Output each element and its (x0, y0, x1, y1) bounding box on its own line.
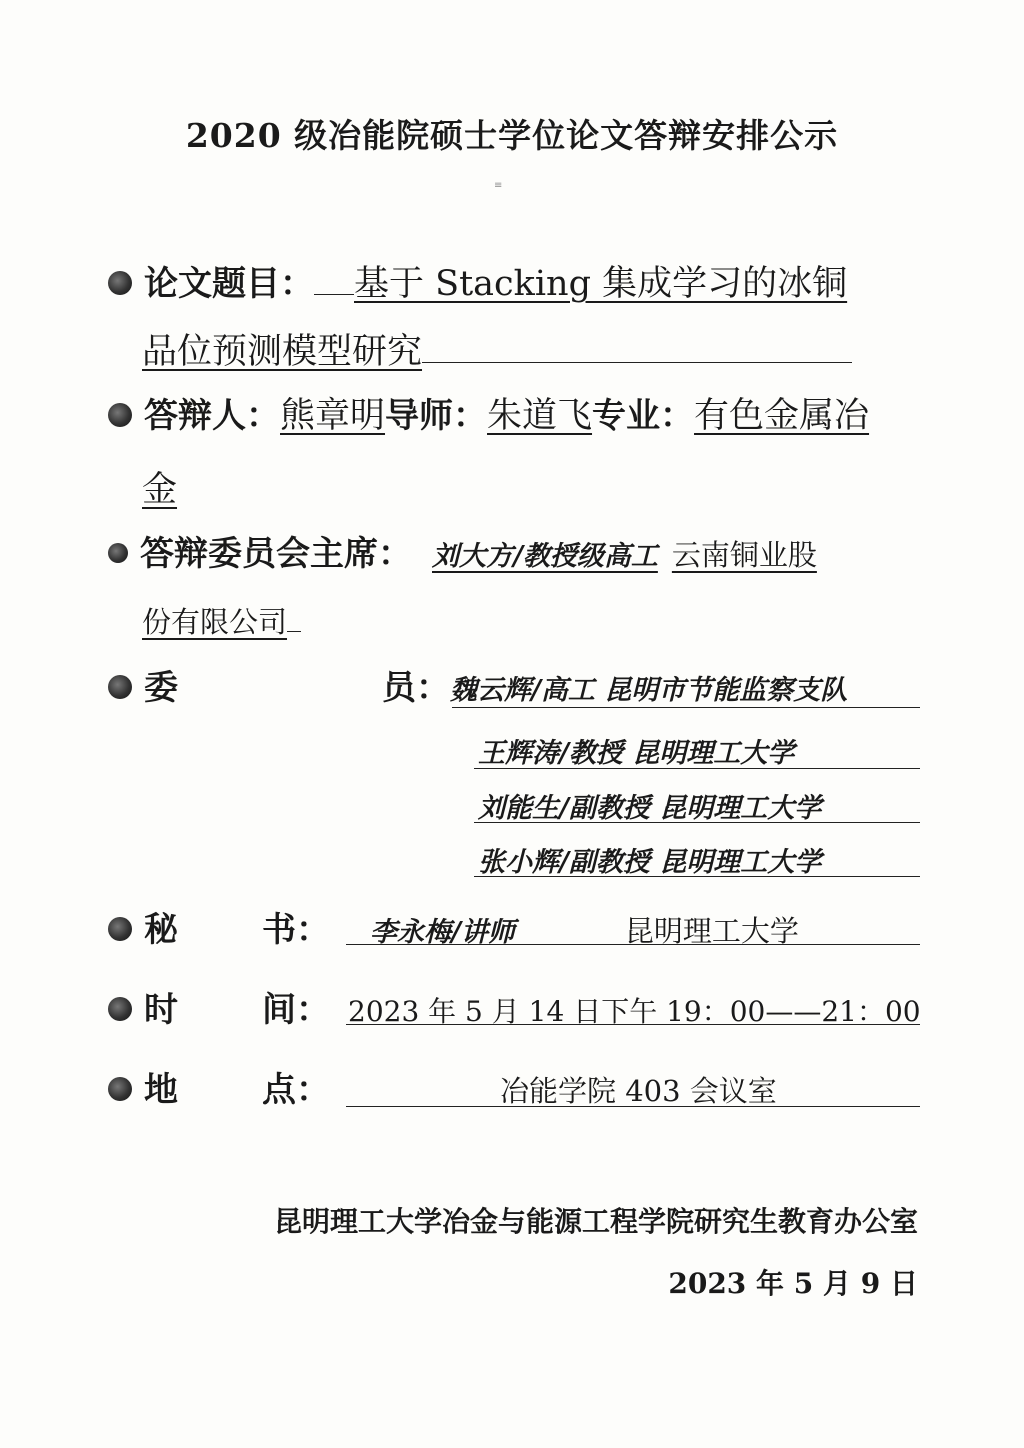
bullet-icon (108, 917, 132, 941)
member-1: 魏云辉/高工 昆明市节能监察支队 (450, 675, 848, 706)
member-4-underline (474, 876, 920, 877)
chair-name: 刘大方/教授级高工 (432, 541, 658, 572)
members-label-b: 员： (382, 668, 450, 708)
chair-org-line1: 云南铜业股 (671, 538, 817, 572)
time-value: 2023 年 5 月 14 日下午 19：00——21：00 (348, 995, 921, 1028)
bullet-icon (108, 271, 132, 295)
place-value: 冶能学院 403 会议室 (500, 1074, 777, 1108)
underline-filler (422, 362, 852, 363)
bullet-icon (108, 1077, 132, 1101)
candidate-label: 答辩人： (144, 396, 280, 436)
chair-org-line2: 份有限公司 (142, 605, 288, 639)
time-label-a: 时 (144, 990, 178, 1030)
underline-spacer (314, 294, 354, 295)
defense-row-2 (142, 460, 954, 520)
time-label-b: 间： (262, 990, 330, 1030)
secretary-label-a: 秘 (144, 910, 178, 950)
place-label-a: 地 (144, 1070, 178, 1110)
bullet-icon (108, 997, 132, 1021)
major-label: 专业： (592, 396, 695, 436)
member-2: 王辉涛/教授 昆明理工大学 (478, 738, 795, 769)
major-line1: 有色金属冶 (694, 396, 870, 436)
members-row (108, 658, 920, 721)
advisor-label: 导师： (385, 396, 488, 436)
underline-filler (287, 631, 301, 632)
place-underline (346, 1106, 920, 1107)
page-title: 2020 级冶能院硕士学位论文答辩安排公示 (185, 116, 839, 155)
member-1-underline (452, 707, 920, 708)
advisor-name: 朱道飞 (487, 396, 593, 436)
time-underline (346, 1024, 920, 1025)
secretary-org: 昆明理工大学 (624, 914, 799, 948)
place-row (108, 1060, 920, 1121)
bullet-icon (108, 675, 132, 699)
member-4: 张小辉/副教授 昆明理工大学 (478, 847, 822, 878)
chair-row (108, 524, 920, 587)
members-label-a: 委 (144, 668, 178, 708)
secretary-row (108, 900, 920, 963)
secretary-underline (346, 944, 920, 945)
chair-label: 答辩委员会主席： (140, 534, 412, 574)
thesis-title-line1: 基于 Stacking 集成学习的冰铜 (354, 264, 848, 304)
time-row (108, 980, 920, 1042)
thesis-label: 论文题目： (144, 264, 314, 304)
member-2-underline (474, 768, 920, 769)
scan-mark: ≡ (494, 180, 503, 191)
issue-date: 2023 年 5 月 9 日 (668, 1267, 918, 1300)
bullet-icon (108, 403, 132, 427)
member-3-underline (474, 822, 920, 823)
secretary-label-b: 书： (262, 910, 330, 950)
thesis-title-line2: 品位预测模型研究 (142, 332, 423, 372)
chair-row-2 (142, 592, 954, 652)
candidate-name: 熊章明 (280, 396, 386, 436)
secretary-name: 李永梅/讲师 (370, 917, 515, 948)
member-3: 刘能生/副教授 昆明理工大学 (478, 793, 822, 824)
thesis-row (108, 254, 920, 314)
defense-row (108, 386, 920, 446)
bullet-icon (108, 543, 128, 563)
major-line2: 金 (142, 470, 178, 510)
thesis-row-2 (142, 322, 954, 382)
place-label-b: 点： (262, 1070, 330, 1110)
issuing-office: 昆明理工大学冶金与能源工程学院研究生教育办公室 (273, 1205, 918, 1238)
